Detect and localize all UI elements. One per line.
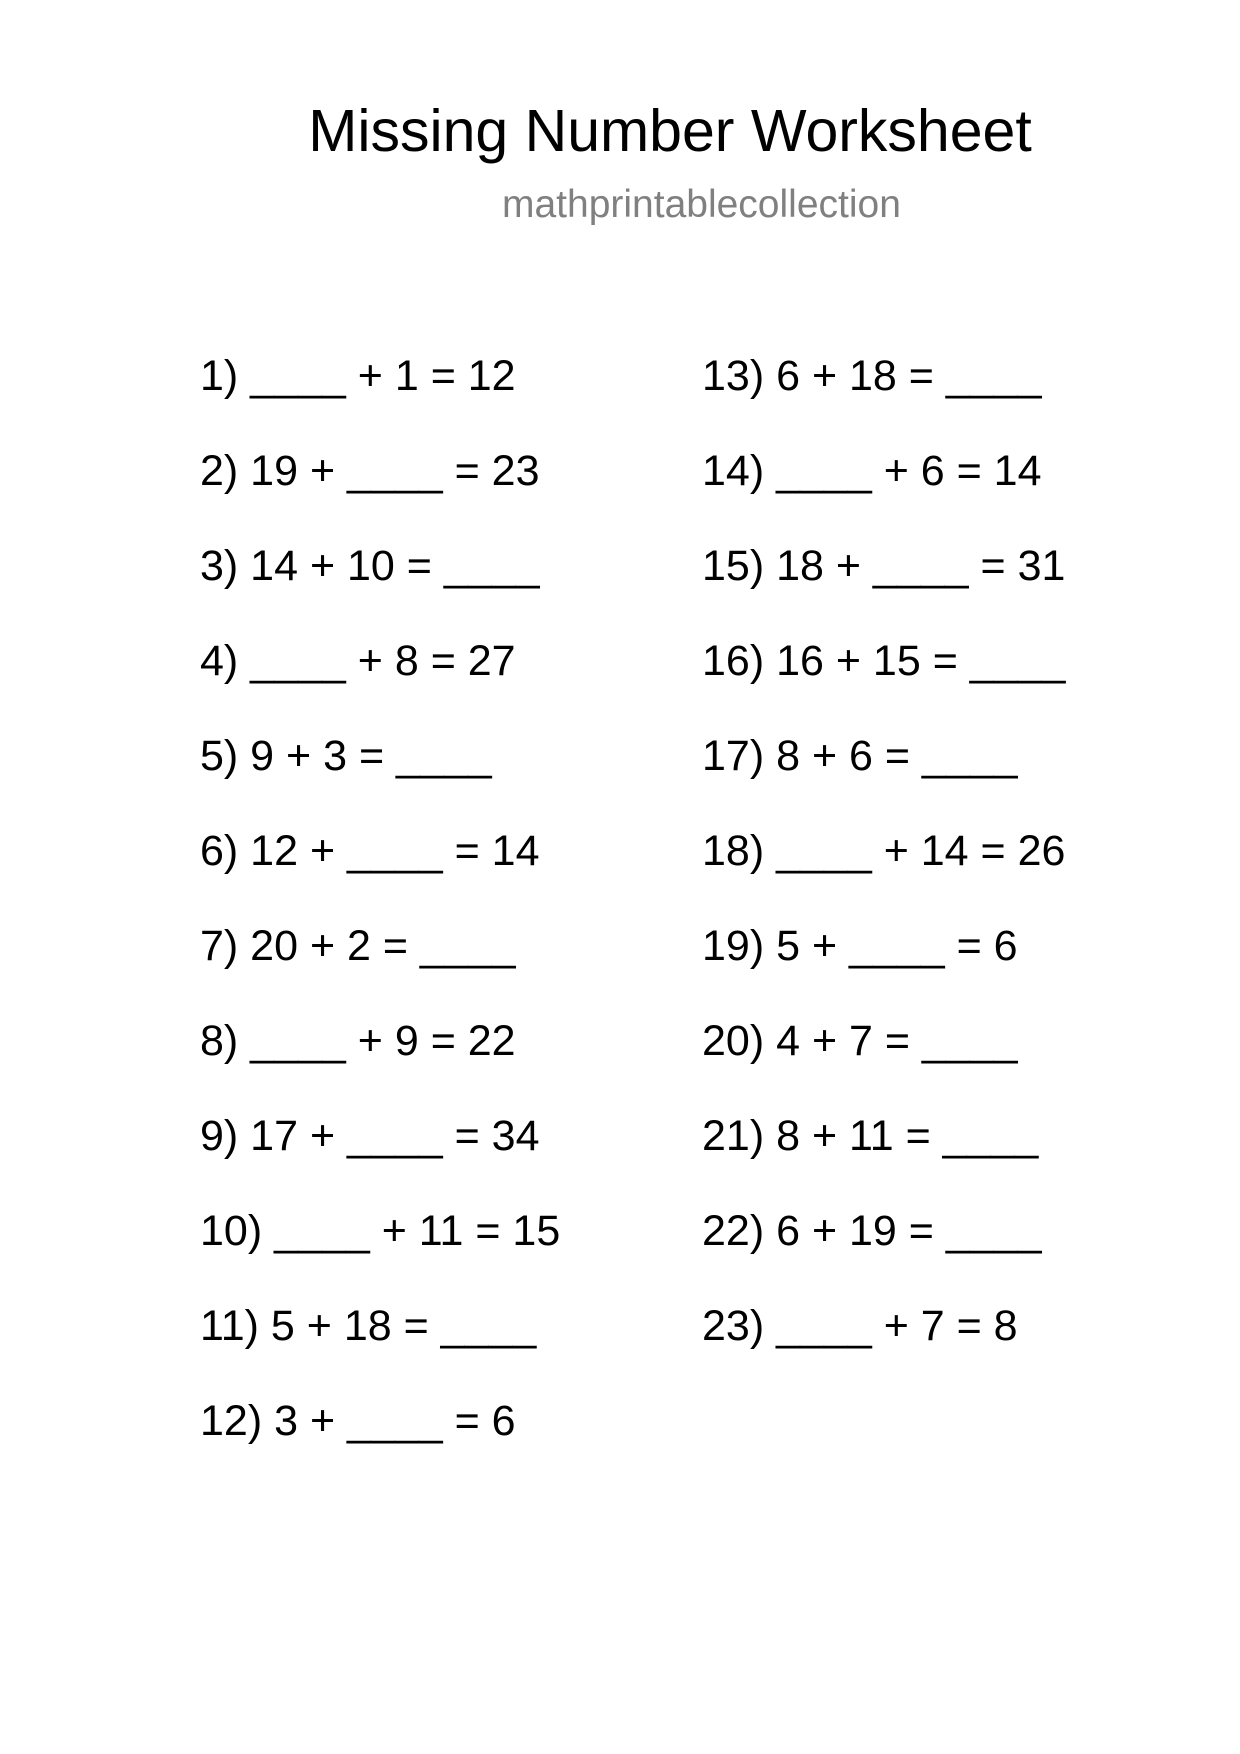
problem-3: 3) 14 + 10 = ____: [200, 542, 540, 590]
problem-21: 21) 8 + 11 = ____: [702, 1112, 1039, 1160]
problem-10: 10) ____ + 11 = 15: [200, 1207, 561, 1255]
problem-14: 14) ____ + 6 = 14: [702, 447, 1042, 495]
worksheet-subtitle: mathprintablecollection: [502, 183, 901, 226]
problem-6: 6) 12 + ____ = 14: [200, 827, 540, 875]
problem-19: 19) 5 + ____ = 6: [702, 922, 1018, 970]
problem-4: 4) ____ + 8 = 27: [200, 637, 516, 685]
worksheet-title: Missing Number Worksheet: [308, 98, 1032, 164]
problem-2: 2) 19 + ____ = 23: [200, 447, 540, 495]
problem-11: 11) 5 + 18 = ____: [200, 1302, 537, 1350]
problem-8: 8) ____ + 9 = 22: [200, 1017, 516, 1065]
problem-18: 18) ____ + 14 = 26: [702, 827, 1066, 875]
problems-column-right: [702, 350, 1065, 1395]
problem-20: 20) 4 + 7 = ____: [702, 1017, 1018, 1065]
problem-1: 1) ____ + 1 = 12: [200, 352, 516, 400]
problem-5: 5) 9 + 3 = ____: [200, 732, 492, 780]
problem-23: 23) ____ + 7 = 8: [702, 1302, 1018, 1350]
problem-17: 17) 8 + 6 = ____: [702, 732, 1018, 780]
problem-15: 15) 18 + ____ = 31: [702, 542, 1066, 590]
problems-column-left: [200, 350, 560, 1490]
problem-16: 16) 16 + 15 = ____: [702, 637, 1066, 685]
problem-22: 22) 6 + 19 = ____: [702, 1207, 1042, 1255]
problem-9: 9) 17 + ____ = 34: [200, 1112, 540, 1160]
problem-13: 13) 6 + 18 = ____: [702, 352, 1042, 400]
problem-12: 12) 3 + ____ = 6: [200, 1397, 516, 1445]
problem-7: 7) 20 + 2 = ____: [200, 922, 516, 970]
